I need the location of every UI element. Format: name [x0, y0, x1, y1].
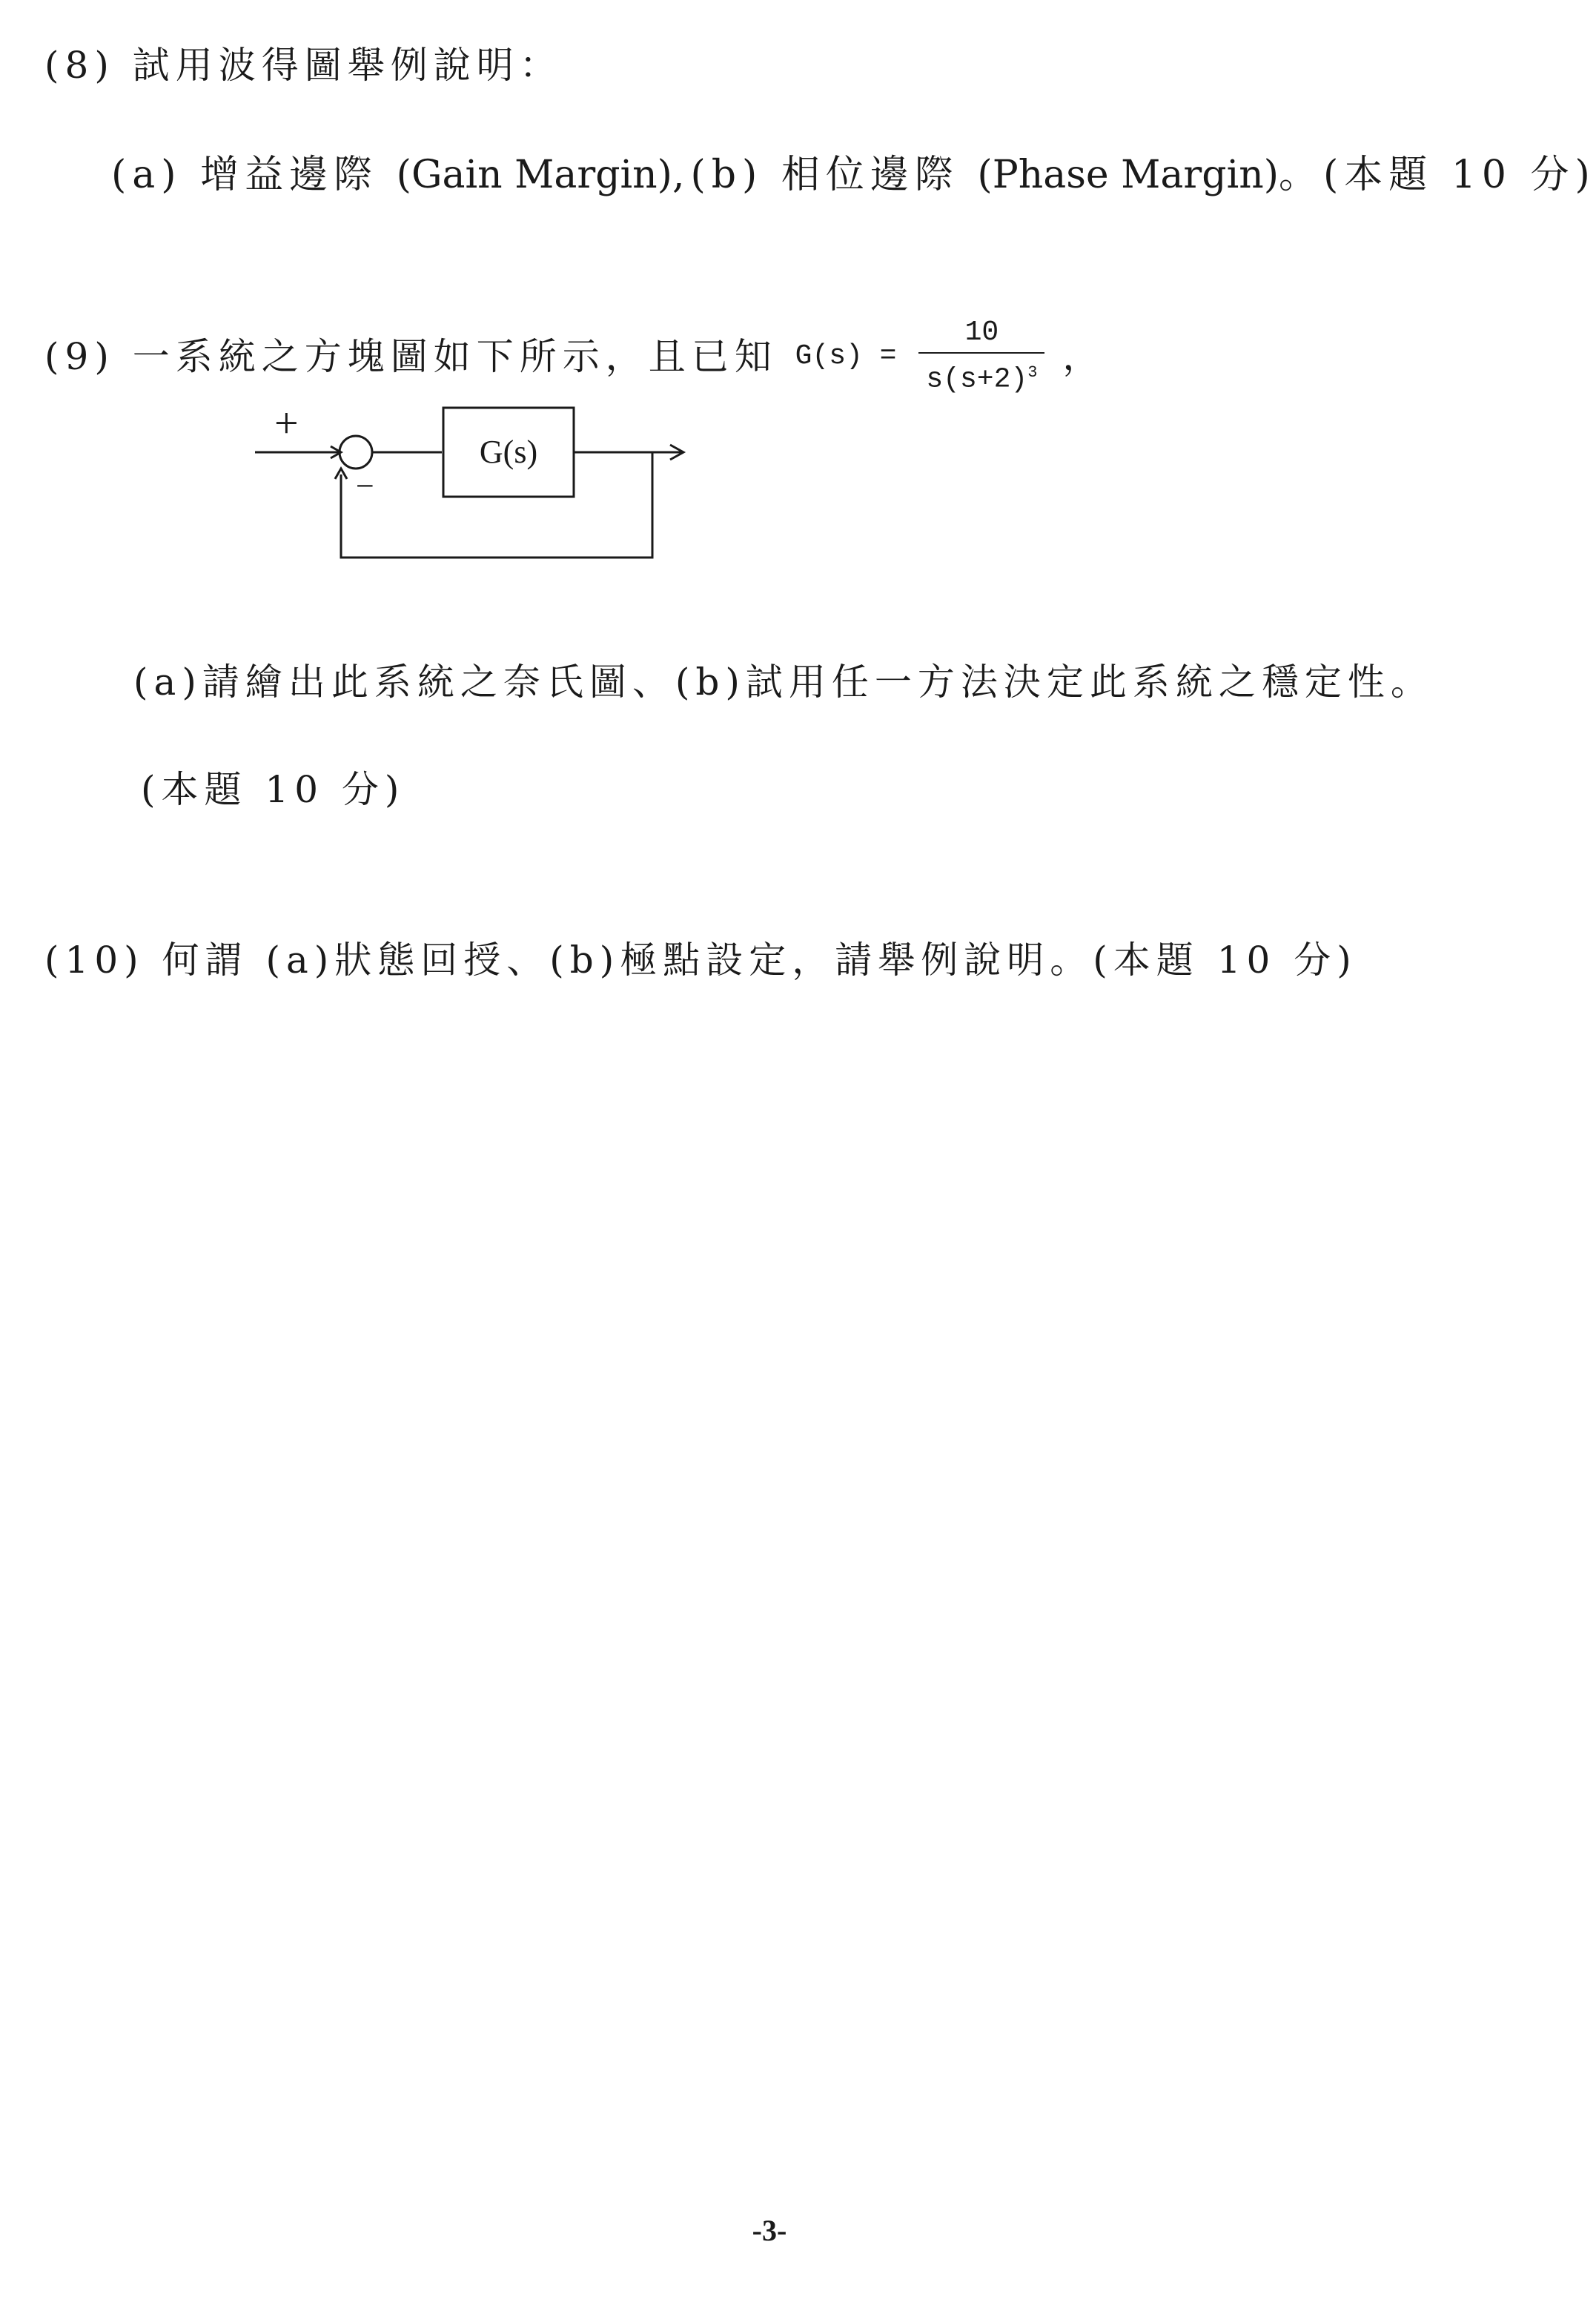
- transfer-function-lhs: G(s) =: [795, 340, 897, 372]
- question-8-number: (8): [44, 44, 115, 87]
- transfer-function-denominator: s(s+2): [926, 363, 1028, 396]
- question-10: [44, 938, 1357, 982]
- plus-sign: +: [274, 399, 299, 447]
- transfer-function-exponent: 3: [1027, 363, 1038, 382]
- transfer-function-denominator-wrap: [918, 354, 1044, 398]
- q8-score: (本題 10 分): [1323, 153, 1596, 197]
- question-10-score: (本題 10 分): [1093, 939, 1357, 982]
- q8-part-a-cn: 增益邊際: [200, 153, 379, 197]
- question-9-text: 一系統之方塊圖如下所示，且已知: [132, 334, 778, 378]
- question-9-number: (9): [44, 334, 115, 378]
- transfer-function-fraction: [918, 315, 1044, 398]
- q8-separator: ,: [672, 153, 691, 197]
- block-label: G(s): [479, 434, 538, 470]
- question-10-text: 何謂 (a)狀態回授、(b)極點設定，請舉例說明。: [162, 939, 1093, 982]
- feedback-block-diagram: [245, 400, 704, 571]
- q9-trailing-comma: ，: [1062, 334, 1106, 378]
- question-8-text: 試用波得圖舉例說明：: [132, 44, 563, 87]
- q8-part-b-cn: 相位邊際: [781, 153, 959, 197]
- q8-part-b-en: (Phase Margin): [977, 153, 1279, 197]
- summing-junction: [340, 436, 372, 469]
- question-8-title: [44, 43, 563, 87]
- q8-end: 。: [1278, 153, 1323, 197]
- question-9-title: [44, 315, 1105, 398]
- transfer-function-numerator: 10: [918, 315, 1044, 354]
- question-9-parts: (a)請繪出此系統之奈氏圖、(b)試用任一方法決定此系統之穩定性。: [133, 661, 1434, 704]
- page-number: -3-: [752, 2214, 787, 2247]
- minus-sign: −: [356, 468, 374, 504]
- q8-part-a-label: (a): [111, 153, 182, 197]
- q8-part-b-label: (b): [690, 153, 764, 197]
- question-10-number: (10): [44, 939, 145, 982]
- question-8-parts: [111, 153, 1596, 197]
- question-9-score: (本題 10 分): [141, 768, 405, 811]
- q8-part-a-en: (Gain Margin): [396, 153, 672, 197]
